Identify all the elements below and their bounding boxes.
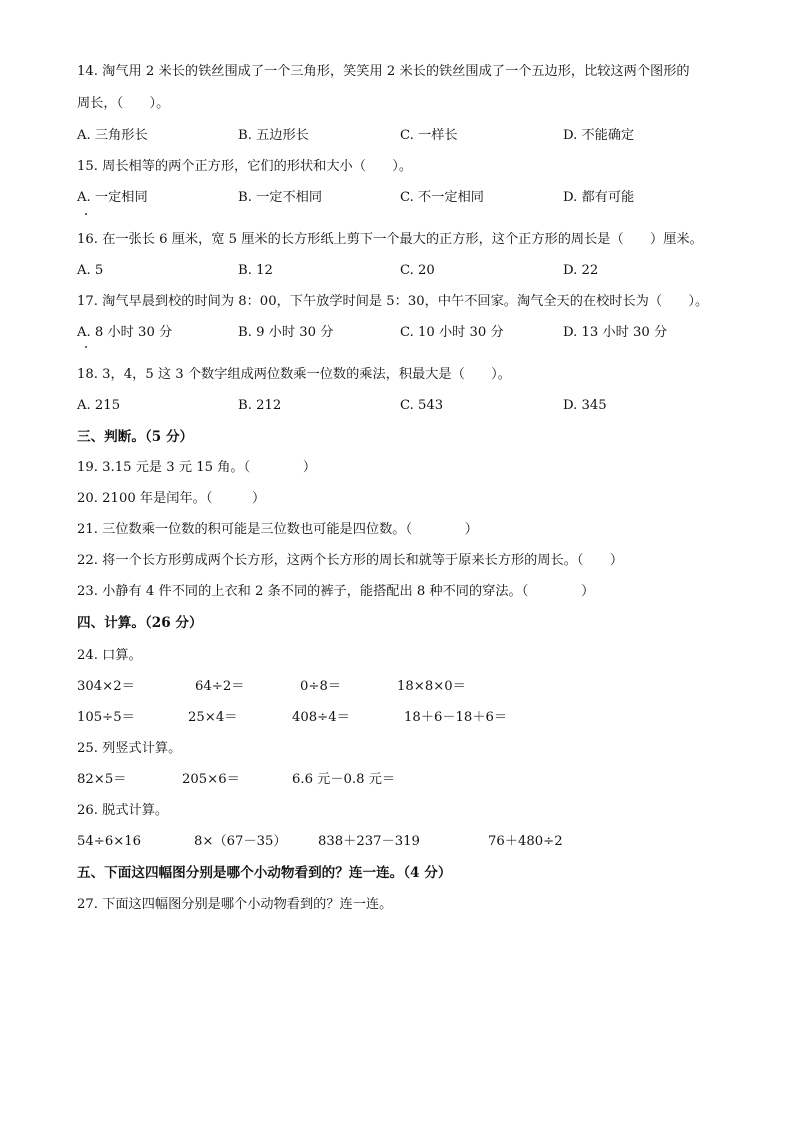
q25-title: 25. 列竖式计算。 xyxy=(77,741,182,756)
q18-stem: 18. 3，4，5 这 3 个数字组成两位数乘一位数的乘法，积最大是（ ）。 xyxy=(77,367,511,382)
q24-expr: 18＋6－18＋6＝ xyxy=(404,710,508,725)
q26-expr: 76＋480÷2 xyxy=(488,834,563,849)
q25-expr: 205×6＝ xyxy=(182,772,240,787)
q14-stem-line2: 周长，（ ）。 xyxy=(77,96,170,111)
q24-expr: 18×8×0＝ xyxy=(397,679,466,694)
stray-mark xyxy=(85,213,87,215)
q16-option-b: B. 12 xyxy=(238,263,273,278)
q26-title: 26. 脱式计算。 xyxy=(77,803,169,818)
q18-option-d: D. 345 xyxy=(563,398,607,413)
q15-option-a: A. 一定相同 xyxy=(77,190,148,205)
q20-stem: 20. 2100 年是闰年。（ ） xyxy=(77,491,266,506)
q17-option-d: D. 13 小时 30 分 xyxy=(563,325,668,340)
q27-stem: 27. 下面这四幅图分别是哪个小动物看到的？连一连。 xyxy=(77,897,393,912)
q16-option-a: A. 5 xyxy=(77,263,104,278)
section-4-heading: 四、计算。（26 分） xyxy=(77,615,203,631)
q17-option-b: B. 9 小时 30 分 xyxy=(238,325,334,340)
q16-option-c: C. 20 xyxy=(400,263,435,278)
q15-option-c: C. 不一定相同 xyxy=(400,190,484,205)
q26-expr: 54÷6×16 xyxy=(77,834,142,849)
q24-expr: 304×2＝ xyxy=(77,679,135,694)
q14-option-c: C. 一样长 xyxy=(400,128,458,143)
q14-option-d: D. 不能确定 xyxy=(563,128,635,143)
q15-option-b: B. 一定不相同 xyxy=(238,190,323,205)
q18-option-a: A. 215 xyxy=(77,398,121,413)
q24-expr: 408÷4＝ xyxy=(292,710,350,725)
q18-option-c: C. 543 xyxy=(400,398,444,413)
q26-expr: 838＋237－319 xyxy=(318,834,420,849)
q25-expr: 6.6 元－0.8 元＝ xyxy=(292,772,396,787)
q15-stem: 15. 周长相等的两个正方形，它们的形状和大小（ ）。 xyxy=(77,159,413,174)
section-5-heading: 五、下面这四幅图分别是哪个小动物看到的？连一连。（4 分） xyxy=(77,865,452,881)
stray-mark xyxy=(85,346,87,348)
q24-expr: 0÷8＝ xyxy=(300,679,342,694)
q26-expr: 8×（67－35） xyxy=(194,834,287,849)
q17-option-a: A. 8 小时 30 分 xyxy=(77,325,173,340)
q17-option-c: C. 10 小时 30 分 xyxy=(400,325,504,340)
q24-expr: 25×4＝ xyxy=(188,710,238,725)
q14-option-a: A. 三角形长 xyxy=(77,128,148,143)
q18-option-b: B. 212 xyxy=(238,398,282,413)
q19-stem: 19. 3.15 元是 3 元 15 角。（ ） xyxy=(77,460,317,475)
q25-expr: 82×5＝ xyxy=(77,772,127,787)
q14-option-b: B. 五边形长 xyxy=(238,128,309,143)
q14-stem-line1: 14. 淘气用 2 米长的铁丝围成了一个三角形，笑笑用 2 米长的铁丝围成了一个五边形，比较这两个图形的 xyxy=(77,64,690,79)
q24-expr: 64÷2＝ xyxy=(195,679,245,694)
q16-stem: 16. 在一张长 6 厘米，宽 5 厘米的长方形纸上剪下一个最大的正方形，这个正方形的周长是（ ）厘米。 xyxy=(77,232,703,247)
q22-stem: 22. 将一个长方形剪成两个长方形，这两个长方形的周长和就等于原来长方形的周长。（ ） xyxy=(77,553,624,568)
q16-option-d: D. 22 xyxy=(563,263,599,278)
q24-expr: 105÷5＝ xyxy=(77,710,135,725)
q23-stem: 23. 小静有 4 件不同的上衣和 2 条不同的裤子，能搭配出 8 种不同的穿法。（ ） xyxy=(77,584,595,599)
q17-stem: 17. 淘气早晨到校的时间为 8：00，下午放学时间是 5：30，中午不回家。淘气全天的在校时长为（ ）。 xyxy=(77,294,709,309)
q21-stem: 21. 三位数乘一位数的积可能是三位数也可能是四位数。（ ） xyxy=(77,522,478,537)
q15-option-d: D. 都有可能 xyxy=(563,190,635,205)
section-3-heading: 三、判断。（5 分） xyxy=(77,429,194,445)
q24-title: 24. 口算。 xyxy=(77,648,142,663)
